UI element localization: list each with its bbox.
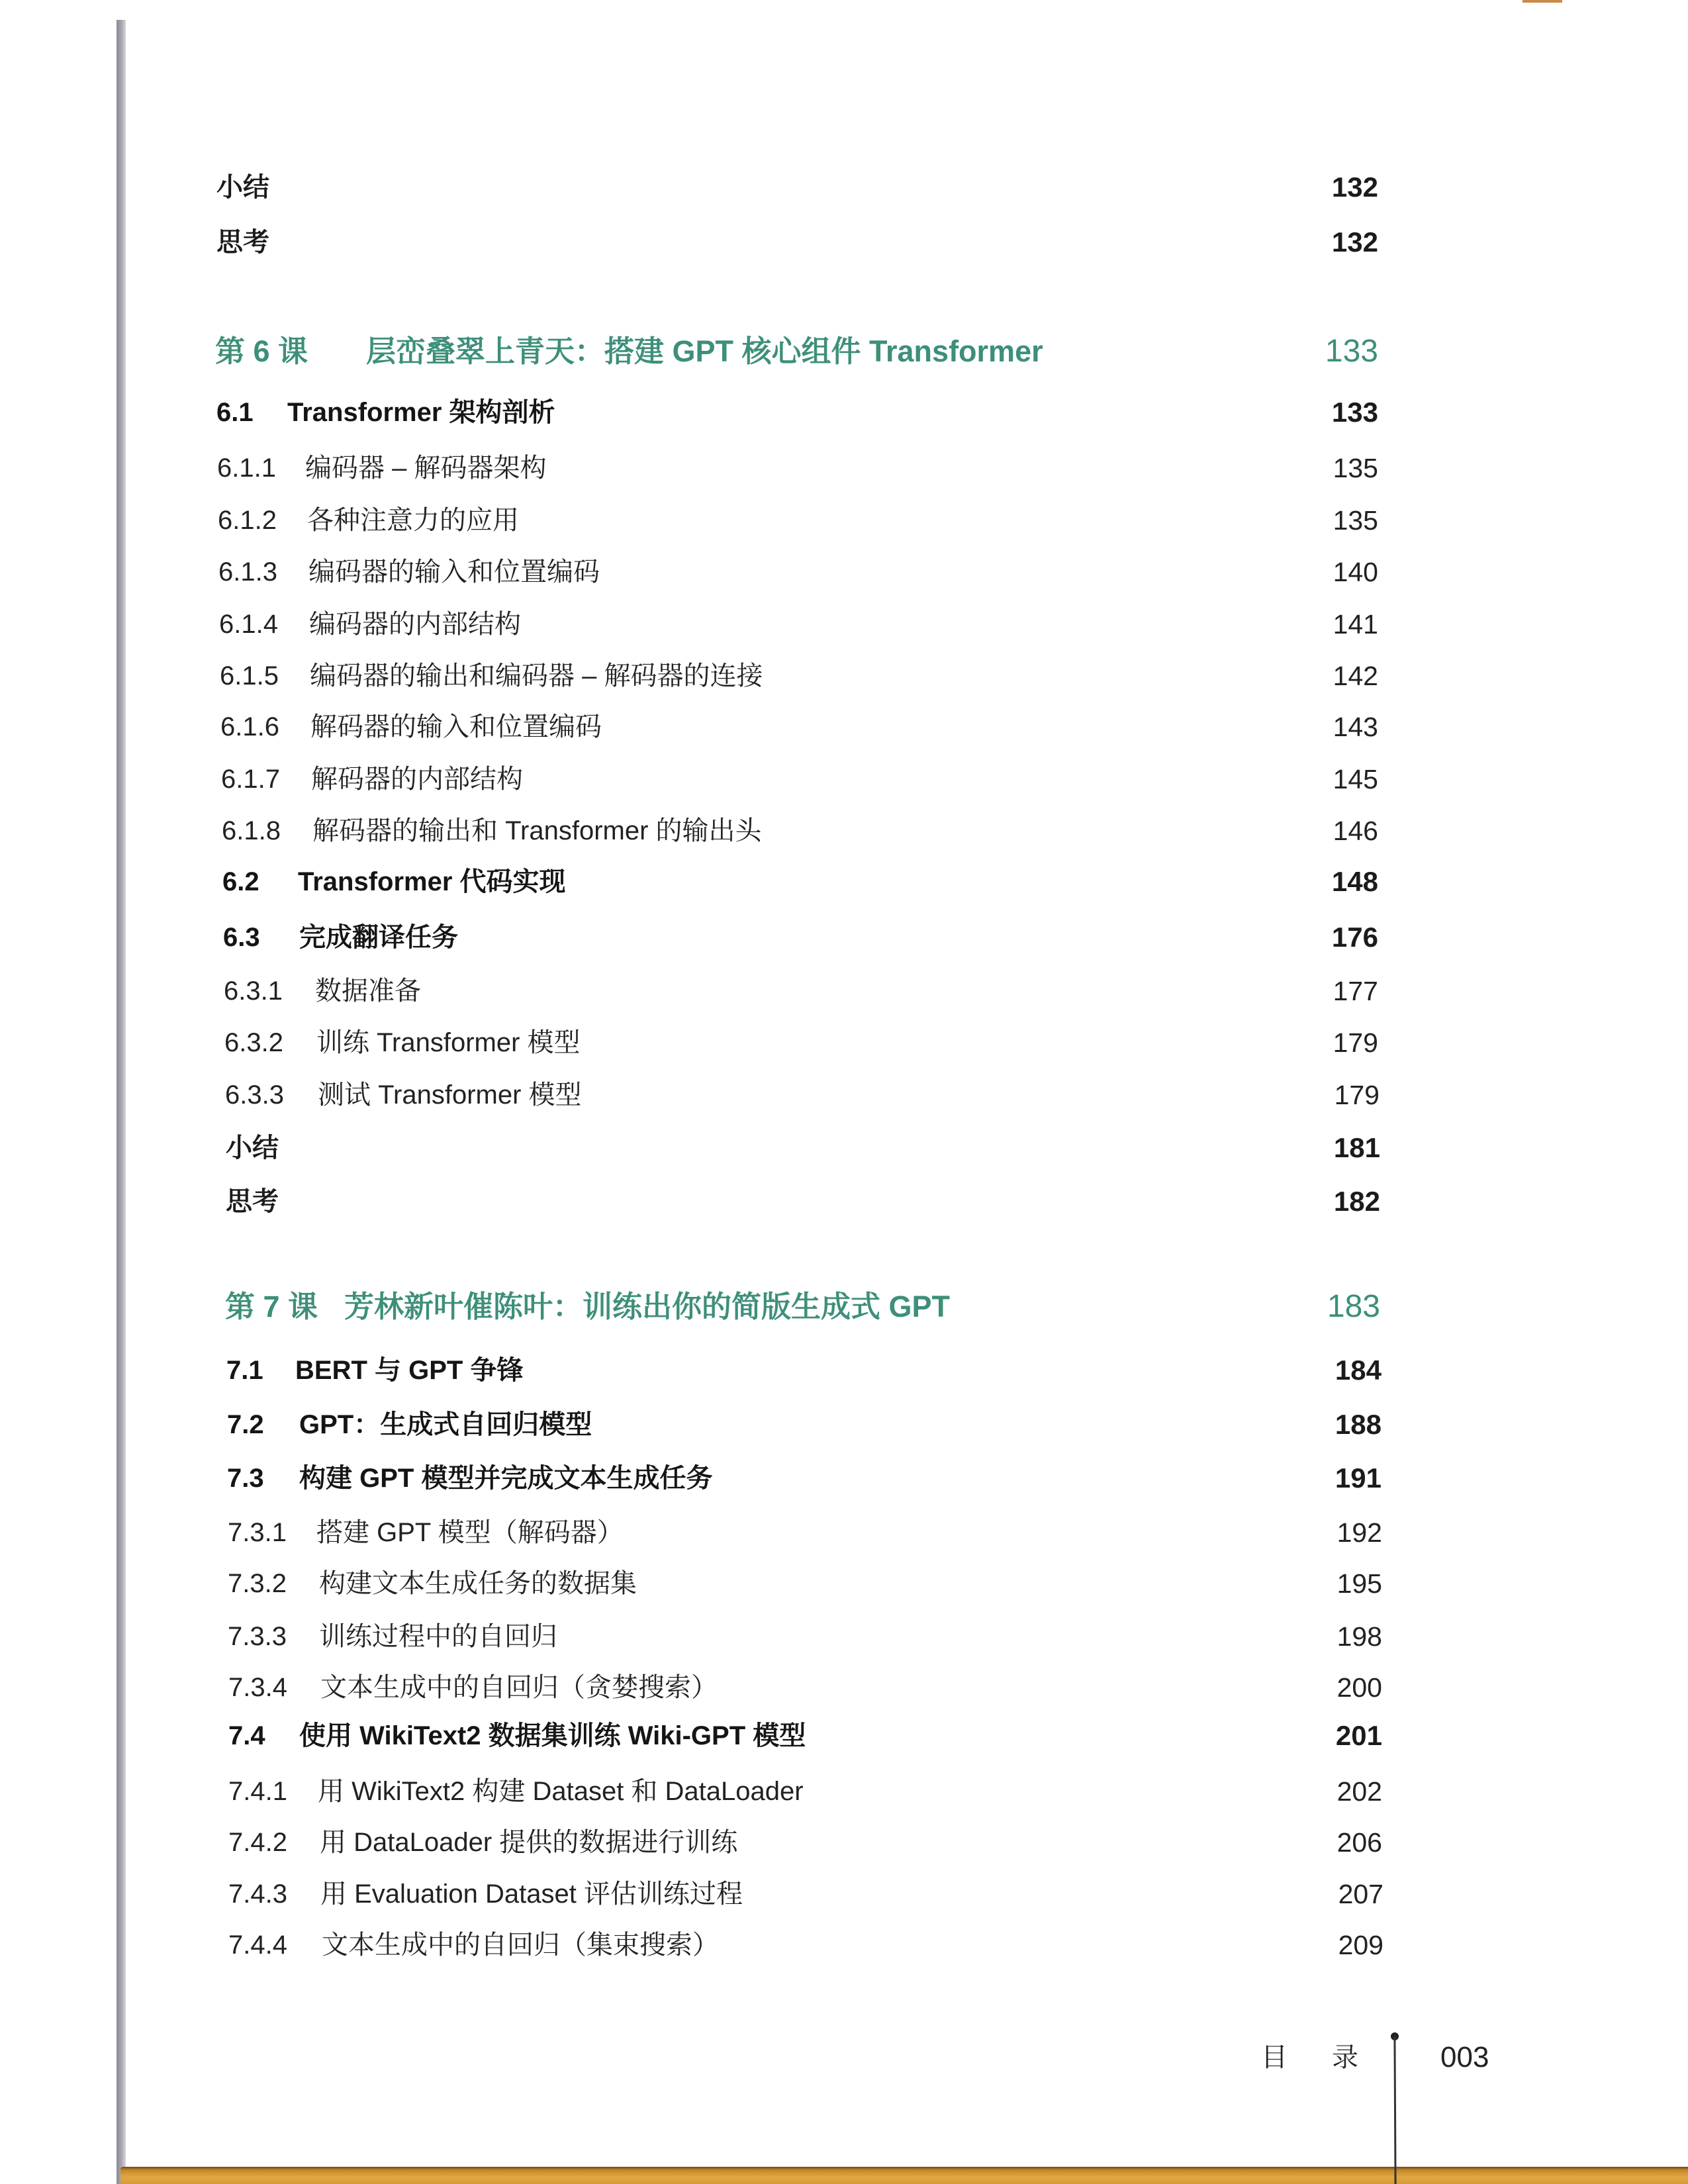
toc-entry-title: 编码器的内部结构 [309,610,521,639]
toc-entry-section [0,1458,1688,1498]
toc-entry-page: 140 [1333,557,1378,587]
toc-entry-chapter [0,1287,1688,1327]
toc-entry-sub [0,707,1688,747]
toc-entry-title: 编码器的输出和编码器 – 解码器的连接 [310,661,763,690]
toc-entry-number: 6.3.1 [224,976,283,1006]
toc-entry-page: 188 [1335,1409,1382,1440]
page-top-edge [1523,0,1562,3]
toc-entry-misc [0,1182,1688,1221]
toc-entry-title: 完成翻译任务 [299,923,458,952]
toc-entry-title: 文本生成中的自回归（贪婪搜索） [320,1673,718,1702]
toc-entry-number: 7.3.3 [228,1622,287,1651]
toc-entry-number: 6.1.3 [218,557,277,587]
toc-entry-number: 6.3 [223,923,260,952]
toc-entry-section [0,1405,1688,1445]
toc-entry-title: 用 Evaluation Dataset 评估训练过程 [320,1879,743,1909]
toc-entry-page: 177 [1333,976,1378,1006]
toc-entry-title: 思考 [226,1187,279,1216]
toc-entry-number: 6.3.2 [224,1028,283,1057]
toc-entry-page: 145 [1333,764,1378,794]
toc-entry-page: 148 [1331,866,1378,897]
toc-entry-title: 训练过程中的自回归 [319,1622,557,1651]
toc-entry-sub [0,448,1688,488]
toc-entry-misc [0,167,1688,207]
toc-entry-sub [0,1874,1688,1914]
toc-entry-title: 解码器的内部结构 [311,765,523,794]
toc-entry-number: 6.1 [216,398,254,427]
toc-entry-misc [0,1128,1688,1168]
toc-entry-title: 数据准备 [315,976,421,1006]
toc-entry-title: 训练 Transformer 模型 [316,1028,581,1057]
toc-entry-number: 6.1.2 [218,506,277,535]
toc-entry-page: 135 [1333,505,1378,536]
toc-entry-title: 层峦叠翠上青天：搭建 GPT 核心组件 Transformer [366,334,1043,368]
toc-entry-title: Transformer 架构剖析 [287,398,555,427]
toc-entry-title: 编码器 – 解码器架构 [305,453,547,483]
toc-entry-page: 201 [1335,1720,1382,1751]
toc-entry-title: 小结 [216,173,269,202]
toc-entry-page: 206 [1336,1827,1382,1858]
toc-entry-page: 132 [1331,226,1378,258]
toc-entry-page: 133 [1331,397,1378,428]
toc-entry-page: 202 [1336,1776,1382,1807]
toc-entry-page: 179 [1334,1080,1380,1110]
toc-entry-sub [0,1925,1688,1965]
toc-entry-title: Transformer 代码实现 [298,867,566,896]
toc-entry-title: 小结 [226,1133,279,1163]
toc-entry-number: 第 6 课 [215,334,308,368]
toc-entry-page: 179 [1333,1027,1378,1058]
toc-entry-page: 176 [1331,922,1378,953]
toc-entry-number: 6.2 [222,867,259,896]
toc-entry-sub [0,500,1688,540]
toc-entry-number: 7.4.3 [228,1879,287,1909]
footer-divider [1393,2036,1396,2184]
toc-entry-title: 编码器的输入和位置编码 [308,557,600,587]
toc-entry-page: 198 [1336,1621,1382,1652]
toc-entry-page: 207 [1338,1879,1383,1909]
toc-entry-number: 7.4.1 [228,1777,287,1806]
toc-entry-title: BERT 与 GPT 争锋 [295,1356,524,1385]
toc-entry-page: 182 [1333,1186,1380,1217]
toc-entry-title: 用 DataLoader 提供的数据进行训练 [320,1828,738,1857]
toc-entry-sub [0,1823,1688,1862]
toc-entry-number: 7.3.1 [228,1518,287,1547]
toc-entry-page: 141 [1333,609,1378,640]
footer-label-mu: 目 [1261,2043,1288,2072]
toc-entry-page: 132 [1331,171,1378,203]
toc-entry-sub [0,759,1688,799]
toc-entry-number: 6.1.4 [219,610,278,639]
toc-entry-title: GPT：生成式自回归模型 [299,1410,592,1439]
toc-entry-page: 209 [1338,1930,1383,1960]
toc-entry-title: 构建 GPT 模型并完成文本生成任务 [299,1464,713,1493]
toc-entry-section [0,918,1688,957]
toc-entry-number: 6.1.7 [221,765,280,794]
toc-entry-title: 芳林新叶催陈叶：训练出你的简版生成式 GPT [344,1290,951,1323]
toc-entry-number: 7.3.2 [228,1569,287,1598]
toc-entry-sub [0,811,1688,851]
toc-entry-sub [0,1617,1688,1656]
toc-entry-number: 6.3.3 [225,1080,284,1110]
toc-entry-title: 文本生成中的自回归（集束搜索） [322,1930,719,1960]
toc-entry-title: 搭建 GPT 模型（解码器） [316,1518,624,1547]
toc-entry-sub [0,1668,1688,1707]
toc-entry-number: 6.1.1 [217,453,276,483]
toc-entry-sub [0,1075,1688,1115]
toc-entry-sub [0,971,1688,1011]
toc-entry-number: 7.4 [228,1721,265,1750]
toc-entry-sub [0,656,1688,696]
toc-entry-title: 使用 WikiText2 数据集训练 Wiki-GPT 模型 [299,1721,806,1750]
footer-page-number: 003 [1440,2041,1489,2073]
toc-entry-title: 解码器的输出和 Transformer 的输出头 [312,816,762,845]
toc-entry-chapter [0,332,1688,371]
toc-entry-title: 测试 Transformer 模型 [318,1080,582,1110]
toc-entry-title: 思考 [216,228,269,257]
toc-entry-page: 184 [1335,1354,1382,1386]
toc-entry-number: 7.3.4 [228,1673,287,1702]
toc-entry-number: 7.3 [227,1464,264,1493]
toc-entry-section [0,393,1688,432]
toc-entry-page: 183 [1327,1289,1380,1324]
toc-entry-number: 7.2 [227,1410,264,1439]
toc-entry-number: 7.4.2 [228,1828,287,1857]
toc-entry-sub [0,1564,1688,1603]
toc-entry-number: 第 7 课 [225,1290,318,1323]
footer-label-lu: 录 [1332,2043,1358,2072]
toc-entry-sub [0,1772,1688,1811]
toc-entry-section [0,1716,1688,1756]
toc-entry-number: 7.1 [226,1356,263,1385]
toc-entry-title: 用 WikiText2 构建 Dataset 和 DataLoader [318,1777,804,1806]
toc-entry-page: 192 [1336,1517,1382,1548]
toc-entry-sub [0,552,1688,592]
toc-entry-page: 133 [1325,334,1378,369]
toc-entry-title: 构建文本生成任务的数据集 [319,1569,637,1598]
toc-entry-page: 200 [1336,1672,1382,1703]
toc-entry-page: 146 [1333,816,1378,846]
toc-entry-title: 解码器的输入和位置编码 [310,712,602,741]
toc-entry-section [0,1351,1688,1390]
toc-entry-page: 135 [1333,453,1378,483]
page-bottom-edge [120,2167,1688,2184]
toc-entry-page: 181 [1333,1132,1380,1163]
toc-entry-page: 142 [1333,661,1378,691]
toc-entry-section [0,862,1688,902]
toc-entry-number: 6.1.8 [222,816,281,845]
toc-entry-number: 7.4.4 [228,1930,287,1960]
toc-entry-misc [0,222,1688,262]
toc-entry-page: 143 [1333,712,1378,742]
toc-entry-page: 195 [1336,1568,1382,1599]
toc-entry-number: 6.1.5 [220,661,279,690]
toc-entry-sub [0,1023,1688,1063]
toc-entry-sub [0,1513,1688,1552]
toc-entry-page: 191 [1335,1462,1382,1494]
toc-entry-sub [0,604,1688,644]
toc-entry-number: 6.1.6 [220,712,279,741]
toc-entry-title: 各种注意力的应用 [307,506,519,535]
